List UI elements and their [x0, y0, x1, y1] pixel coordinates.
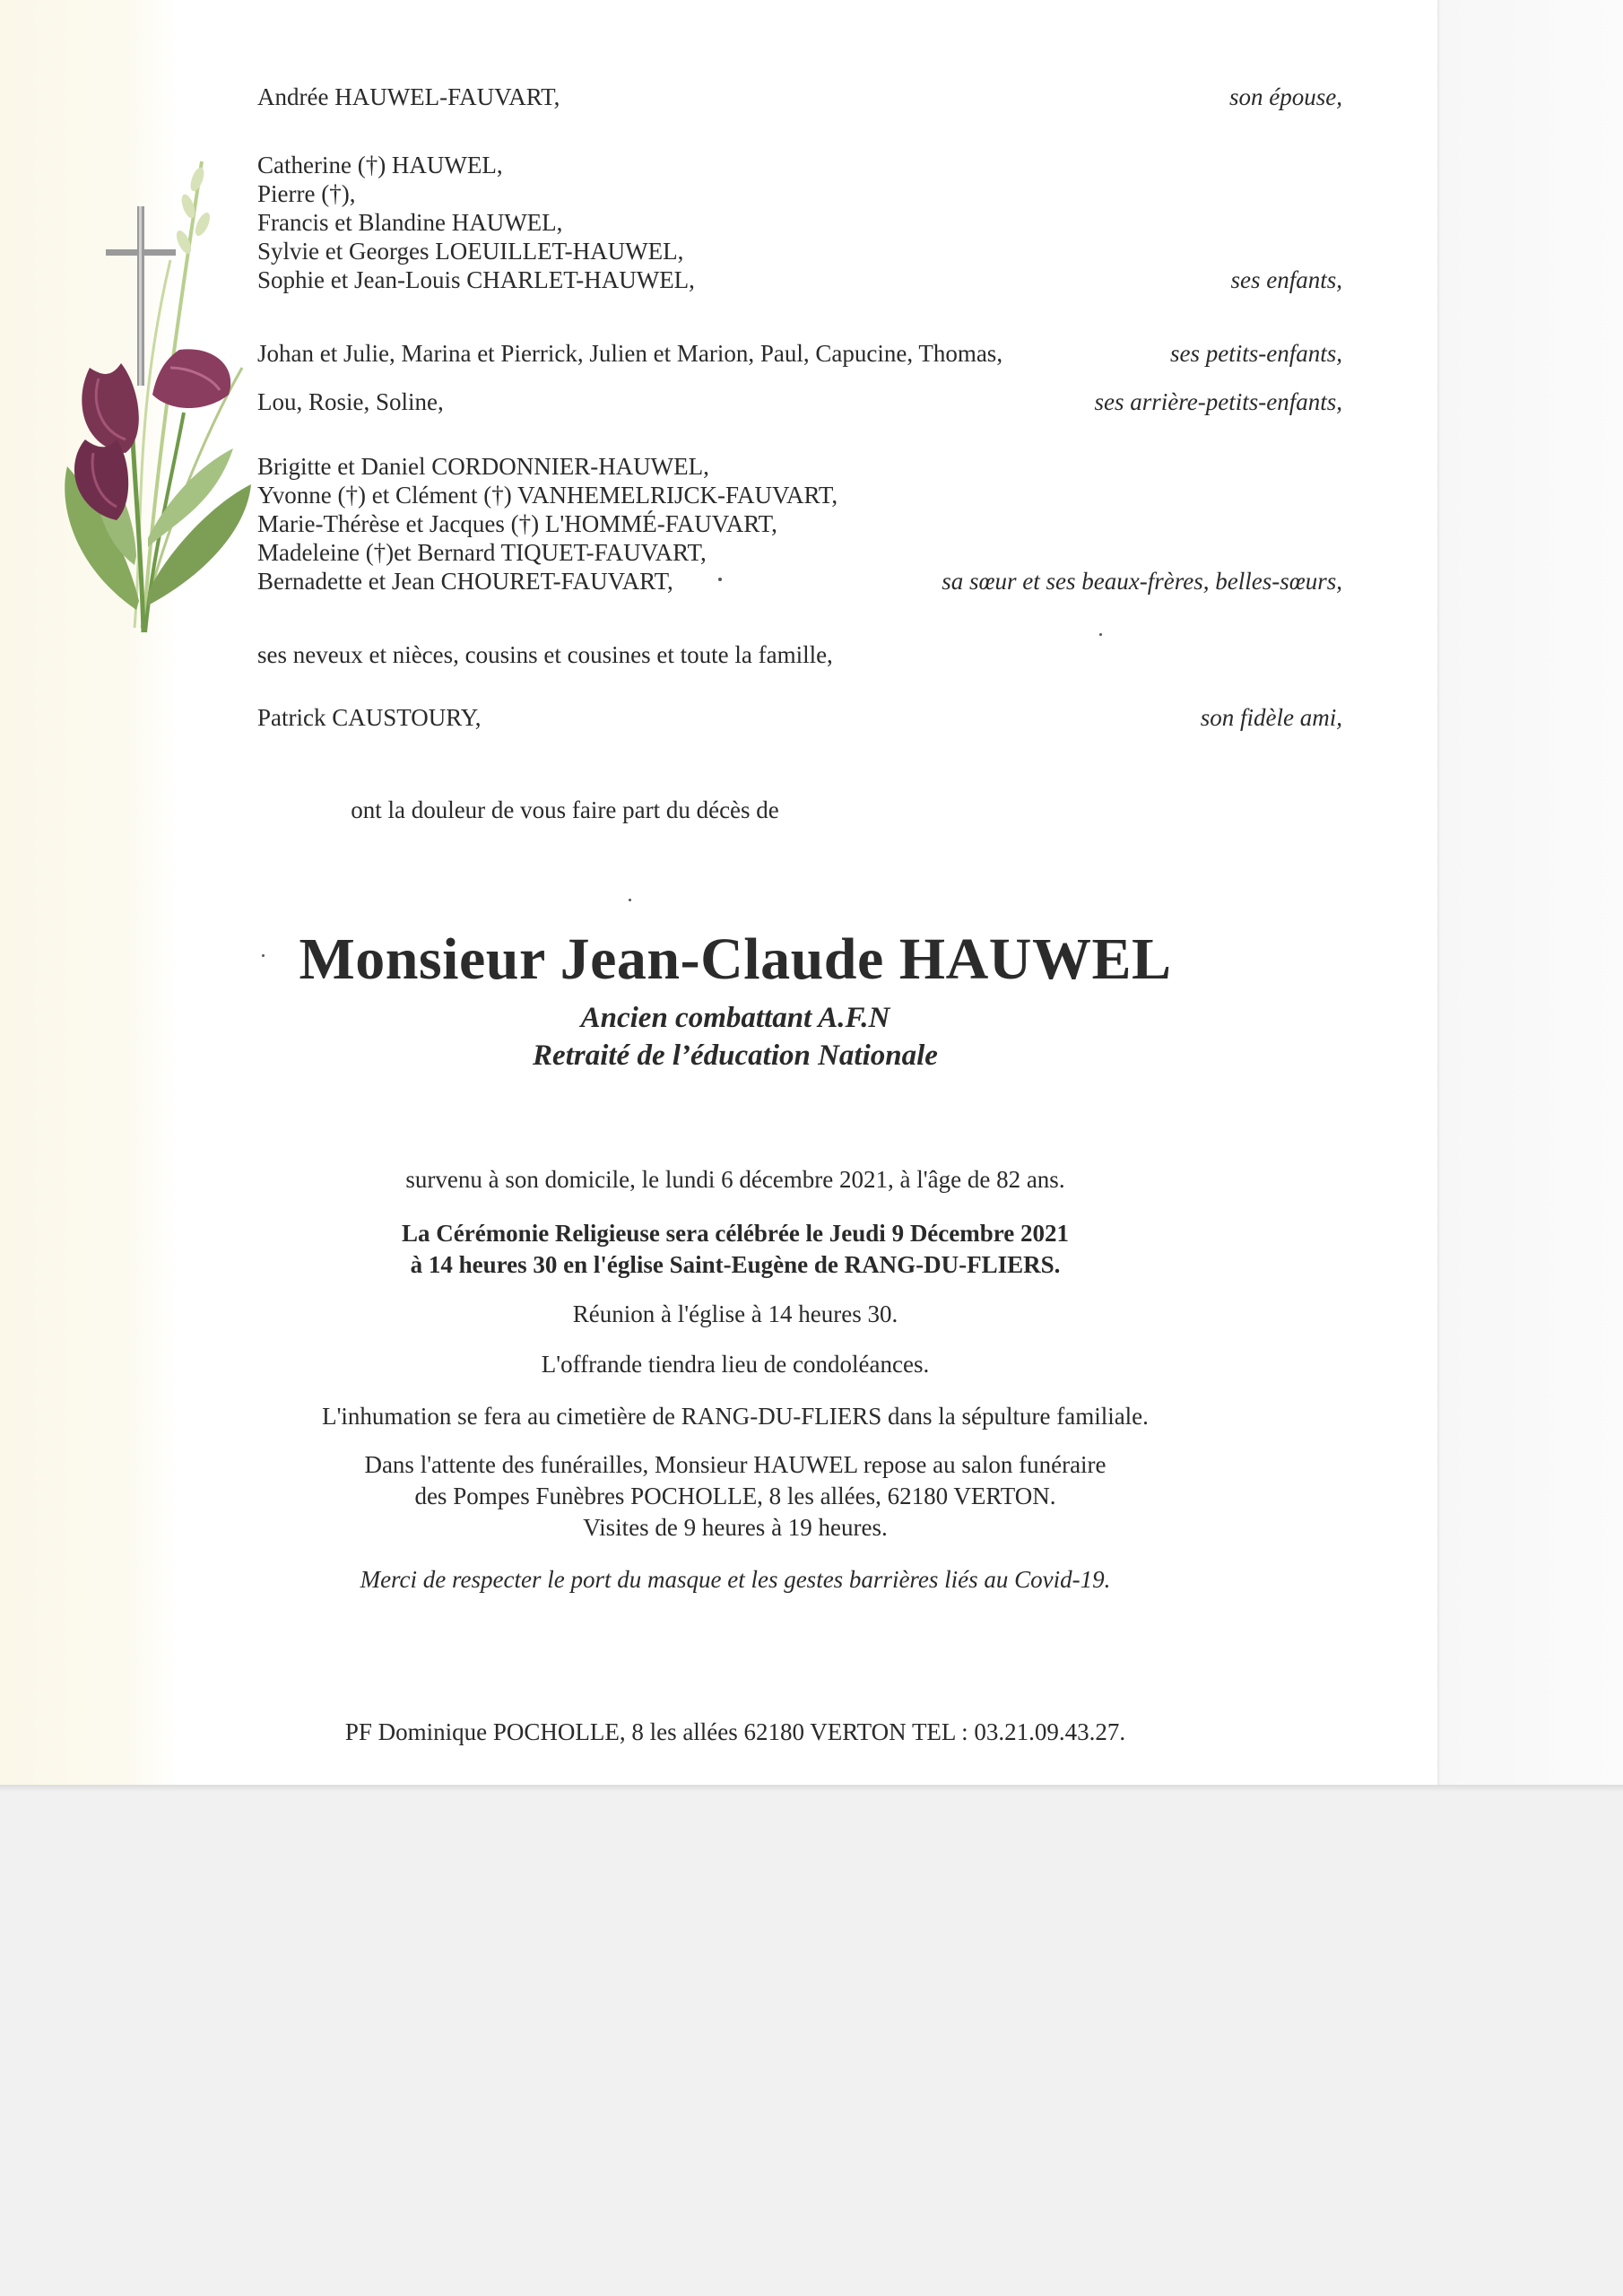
sibling-line: Bernadette et Jean CHOURET-FAUVART,	[257, 568, 673, 595]
ceremony-details	[0, 1218, 1471, 1281]
announcement: ont la douleur de vous faire part du décès de	[351, 796, 779, 823]
children-relation-row	[257, 265, 1342, 294]
scan-speck	[262, 954, 265, 957]
friend-names: Patrick CAUSTOURY,	[257, 704, 482, 731]
rest-line-3: Visites de 9 heures à 19 heures.	[583, 1514, 888, 1541]
funeral-home-footer: PF Dominique POCHOLLE, 8 les allées 62180 VERTON TEL : 03.21.09.43.27.	[344, 1718, 1126, 1745]
sibling-line: Madeleine (†)et Bernard TIQUET-FAUVART,	[257, 539, 707, 566]
great-grandchildren-names: Lou, Rosie, Soline,	[257, 388, 444, 415]
sibling-line: Brigitte et Daniel CORDONNIER-HAUWEL,	[257, 453, 709, 480]
friend-row	[257, 703, 1342, 732]
burial-details: L'inhumation se fera au cimetière de RANG-DU-FLIERS dans la sépulture familiale.	[322, 1403, 1149, 1430]
death-details: survenu à son domicile, le lundi 6 décembre 2021, à l'âge de 82 ans.	[405, 1166, 1065, 1193]
siblings-last-row	[257, 567, 1342, 596]
great-grandchildren-relation: ses arrière-petits-enfants,	[1094, 388, 1342, 415]
grandchildren-relation: ses petits-enfants,	[1170, 340, 1342, 367]
child-line: Sophie et Jean-Louis CHARLET-HAUWEL,	[257, 266, 695, 293]
sibling-line: Yvonne (†) et Clément (†) VANHEMELRIJCK-FAUVART,	[257, 482, 838, 509]
spouse-row	[257, 83, 1342, 111]
siblings-block	[257, 452, 1351, 567]
siblings-relation: sa sœur et ses beaux-frères, belles-sœurs,	[942, 568, 1342, 595]
covid-notice: Merci de respecter le port du masque et les gestes barrières liés au Covid-19.	[360, 1566, 1111, 1593]
spouse-relation: son épouse,	[1229, 83, 1342, 110]
scan-speck	[1099, 633, 1102, 636]
page-edge-shadow	[0, 1785, 1623, 1792]
meeting-details: Réunion à l'église à 14 heures 30.	[572, 1300, 898, 1327]
scan-bottom-margin	[0, 1785, 1623, 2296]
children-relation: ses enfants,	[1230, 266, 1342, 293]
cross-and-lily-ornament	[36, 144, 278, 646]
offering-details: L'offrande tiendra lieu de condoléances.	[541, 1351, 930, 1378]
child-line: Catherine (†) HAUWEL,	[257, 152, 503, 178]
grandchildren-row	[257, 339, 1342, 368]
scan-speck	[718, 578, 722, 581]
child-line: Francis et Blandine HAUWEL,	[257, 209, 563, 236]
rest-line-2: des Pompes Funèbres POCHOLLE, 8 les allées, 62180 VERTON.	[414, 1483, 1056, 1509]
rest-details	[0, 1449, 1471, 1544]
sibling-line: Marie-Thérèse et Jacques (†) L'HOMMÉ-FAUVART,	[257, 510, 777, 537]
great-grandchildren-row	[257, 387, 1342, 416]
scan-speck	[629, 899, 631, 901]
child-line: Sylvie et Georges LOEUILLET-HAUWEL,	[257, 238, 684, 265]
ceremony-line-2: à 14 heures 30 en l'église Saint-Eugène de RANG-DU-FLIERS.	[410, 1251, 1061, 1278]
rest-line-1: Dans l'attente des funérailles, Monsieur HAUWEL repose au salon funéraire	[364, 1451, 1107, 1478]
grandchildren-names: Johan et Julie, Marina et Pierrick, Julien et Marion, Paul, Capucine, Thomas,	[257, 340, 1003, 367]
deceased-title-1: Ancien combattant A.F.N	[580, 1002, 890, 1034]
extended-family	[257, 640, 1351, 669]
ceremony-line-1: La Cérémonie Religieuse sera célébrée le Jeudi 9 Décembre 2021	[401, 1220, 1070, 1247]
friend-relation: son fidèle ami,	[1200, 704, 1342, 731]
spouse-names: Andrée HAUWEL-FAUVART,	[257, 83, 560, 110]
deceased-name: Monsieur Jean-Claude HAUWEL	[299, 926, 1172, 992]
child-line: Pierre (†),	[257, 180, 356, 207]
deceased-title-2: Retraité de l’éducation Nationale	[533, 1039, 938, 1072]
extended-family-line: ses neveux et nièces, cousins et cousines et toute la famille,	[257, 641, 833, 668]
